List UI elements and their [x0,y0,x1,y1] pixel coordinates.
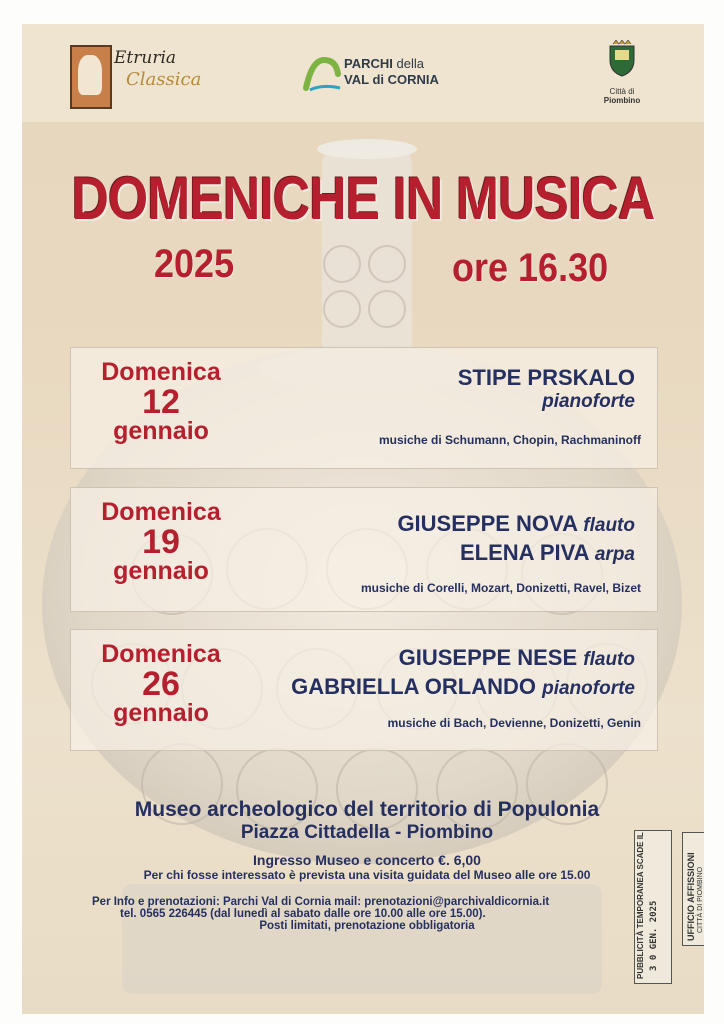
etruria-classica-logo [70,42,220,112]
performer-line: ELENA PIVA arpa [459,540,635,565]
event-time: ore 16.30 [452,246,609,290]
day-number: 26 [142,665,180,703]
performers [291,644,635,702]
guided-tour: Per chi fosse interessato è prevista una visita guidata del Museo alle ore 15.00 [143,868,591,882]
poster [22,24,704,1014]
etruria-text: Etruria [114,48,177,68]
weekday: Domenica [101,498,221,526]
day-number: 12 [142,383,180,421]
parchi-arch-icon [302,54,342,94]
month: gennaio [113,699,209,727]
concert-date [71,348,251,444]
performer-line: GABRIELLA ORLANDO pianoforte [291,674,635,699]
contact-info: Per Info e prenotazioni: Parchi Val di Cornia mail: prenotazioni@parchivaldicornia.it [92,896,550,908]
venue-address: Piazza Cittadella - Piombino [240,822,494,843]
stamp-date: 3 0 GEN. 2025 [649,900,659,971]
museum-name: Museo archeologico del territorio di Populonia [134,798,600,821]
day-number: 19 [142,523,180,561]
piombino-label: Piombino [603,96,641,105]
program: musiche di Schumann, Chopin, Rachmaninoff [378,433,641,447]
crest-icon [607,40,637,78]
performer-instrument: pianoforte [542,391,635,412]
program: musiche di Bach, Devienne, Donizetti, Genin [387,716,641,730]
classica-text: Classica [126,69,202,90]
phone-info: tel. 0565 226445 (dal lunedì al sabato dalle ore 10.00 alle ore 15.00). [120,908,486,920]
concert-card [70,629,658,751]
performer-line: GIUSEPPE NESE flauto [398,645,635,670]
venue-info [82,798,652,932]
performer-name: STIPE PRSKALO [457,365,635,390]
ticket-price: Ingresso Museo e concerto €. 6,00 [253,852,481,868]
citta-label: Città di [609,87,635,96]
parchi-val-di-cornia-logo [302,54,462,100]
performer-line: GIUSEPPE NOVA flauto [397,511,635,536]
weekday: Domenica [101,640,221,668]
citta-di-piombino-logo [592,40,652,116]
performers [458,364,635,413]
concert-card [70,487,658,612]
office-city: CITTÀ DI PIOMBINO [697,866,704,933]
temporary-advertising-stamp [634,830,672,984]
concert-card [70,347,658,469]
office-label: UFFICIO AFFISSIONI [686,852,696,941]
event-year: 2025 [154,242,235,286]
concert-date [71,630,251,726]
posting-office-stamp [682,832,704,946]
concert-date [71,488,251,584]
booking-notice: Posti limitati, prenotazione obbligatoria [259,920,475,932]
stamp-label: PUBBLICITÀ TEMPORANEA SCADE IL [636,832,645,979]
event-title: DOMENICHE IN MUSICA [71,165,655,232]
weekday: Domenica [101,358,221,386]
program: musiche di Corelli, Mozart, Donizetti, Ravel, Bizet [360,581,641,595]
parchi-line2: VAL di CORNIA [344,72,439,87]
month: gennaio [113,417,209,445]
parchi-line1: PARCHI della [344,56,424,71]
etruscan-figure-icon [70,45,112,109]
performers [397,510,635,568]
month: gennaio [113,557,209,585]
